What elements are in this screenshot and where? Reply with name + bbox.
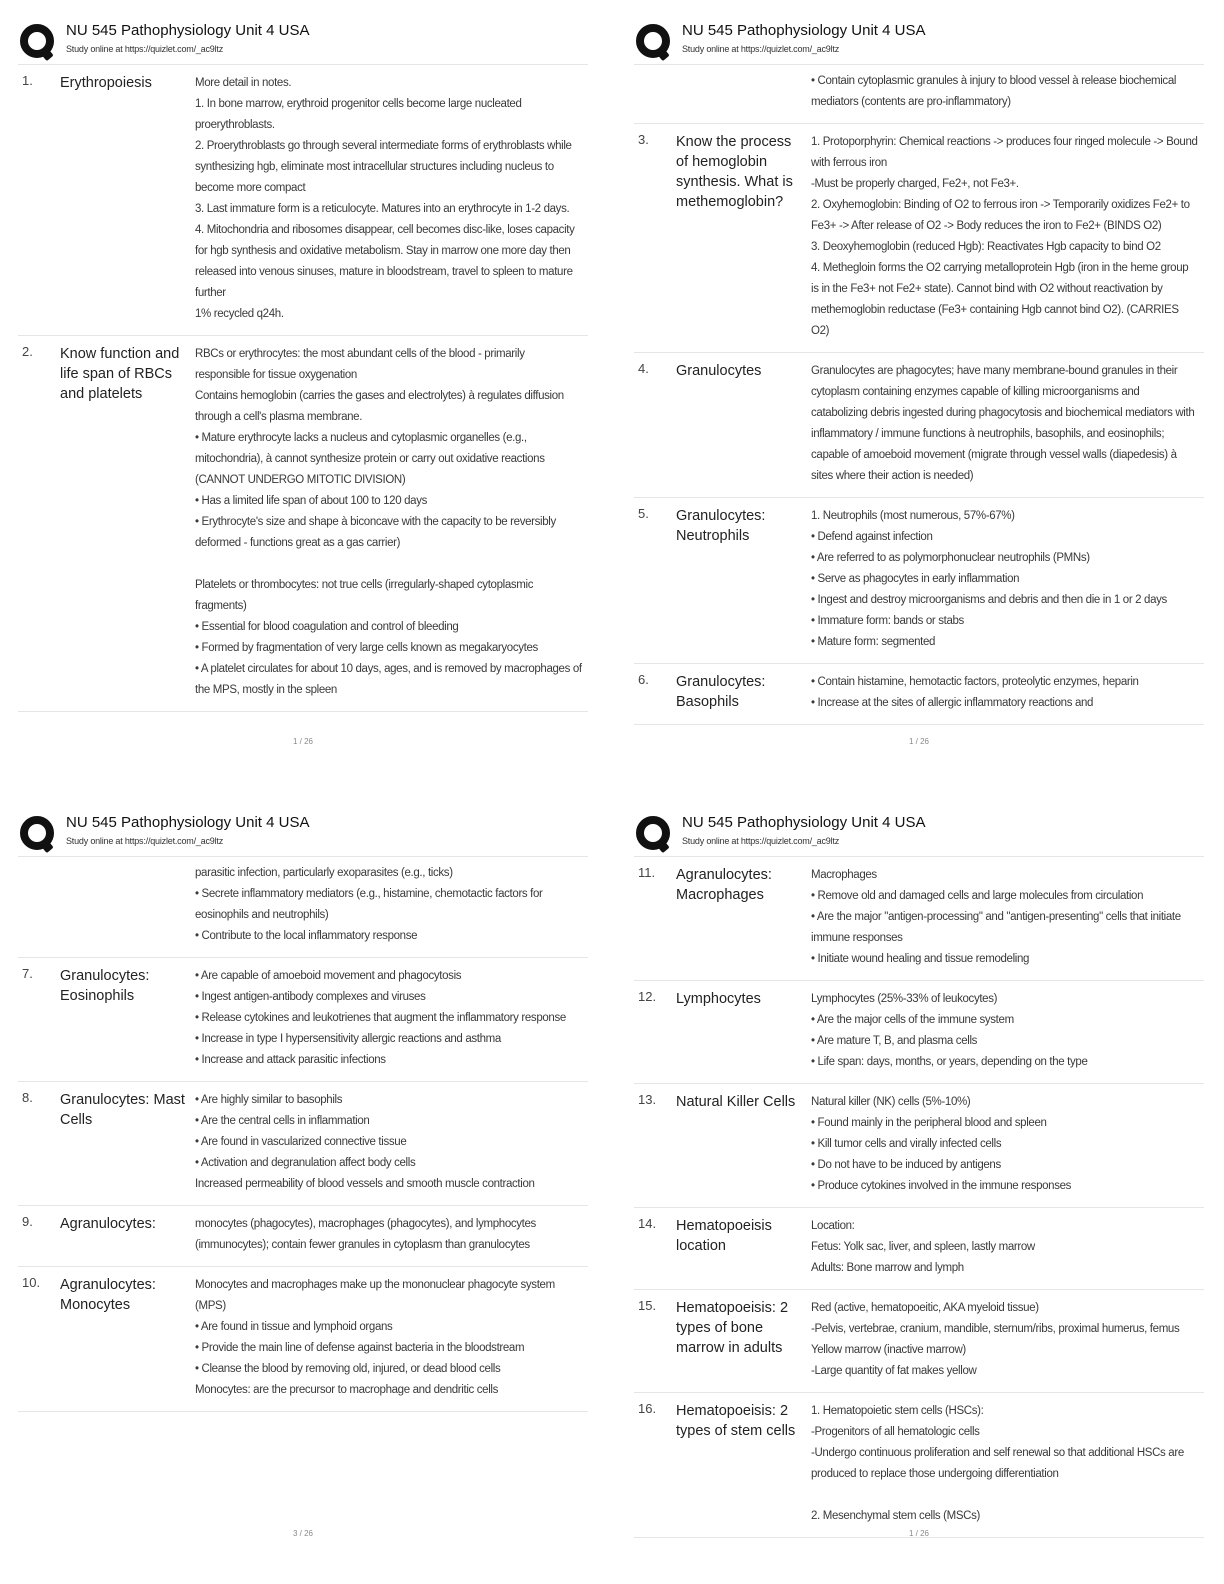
quizlet-logo-icon <box>18 814 58 854</box>
card-number: 8. <box>22 1090 33 1105</box>
page-number: 1 / 26 <box>292 737 313 746</box>
flashcard-row <box>634 353 1204 498</box>
flashcard-row <box>634 1208 1204 1290</box>
definition-line: • Life span: days, months, or years, depending on the type <box>811 1056 1088 1068</box>
definition-line: • Secrete inflammatory mediators (e.g., histamine, chemotactic factors for eosinophils and neutrophils) <box>195 888 543 921</box>
card-term: Granulocytes: Mast Cells <box>60 1092 185 1128</box>
card-term: Know function and life span of RBCs and platelets <box>60 346 180 402</box>
definition-line: Location: <box>811 1220 855 1232</box>
definition-line: Increased permeability of blood vessels and smooth muscle contraction <box>195 1178 535 1190</box>
document-title: NU 545 Pathophysiology Unit 4 USA <box>682 22 926 39</box>
flashcard-list <box>18 857 588 1412</box>
definition-line: • Formed by fragmentation of very large cells known as megakaryocytes <box>195 642 538 654</box>
card-term: Agranulocytes: <box>60 1216 156 1232</box>
flashcard-row <box>634 664 1204 725</box>
flashcard-row <box>634 981 1204 1084</box>
definition-line: Fetus: Yolk sac, liver, and spleen, lastly marrow <box>811 1241 1035 1253</box>
definition-line: • A platelet circulates for about 10 days, ages, and is removed by macrophages of the MPS, mostly in the spleen <box>195 663 582 696</box>
definition-line: • Are capable of amoeboid movement and phagocytosis <box>195 970 462 982</box>
definition-line: • Found mainly in the peripheral blood and spleen <box>811 1117 1047 1129</box>
definition-line: • Increase and attack parasitic infections <box>195 1054 386 1066</box>
definition-line: Monocytes: are the precursor to macrophage and dendritic cells <box>195 1384 499 1396</box>
flashcard-list <box>18 65 588 712</box>
document-title: NU 545 Pathophysiology Unit 4 USA <box>66 814 310 831</box>
definition-line: Natural killer (NK) cells (5%-10%) <box>811 1096 971 1108</box>
quizlet-logo-icon <box>634 22 674 62</box>
card-definition <box>811 506 1204 653</box>
definition-line: • Contain histamine, hemotactic factors, proteolytic enzymes, heparin <box>811 676 1139 688</box>
definition-line: 1% recycled q24h. <box>195 308 284 320</box>
definition-line: • Increase at the sites of allergic inflammatory reactions and <box>811 697 1094 709</box>
card-number: 3. <box>638 132 649 147</box>
card-term: Know the process of hemoglobin synthesis. What is methemoglobin? <box>676 134 793 210</box>
definition-line: 4. Methegloin forms the O2 carrying metalloprotein Hgb (iron in the heme group is in the Fe3+ not Fe2+ state). Cannot bind with O2 without reactivation by methemoglobin reductase (Fe3+ containing Hgb cannot bind O2). (CARRIES O2) <box>811 262 1189 337</box>
definition-line: • Erythrocyte's size and shape à biconcave with the capacity to be reversibly deformed - functions great as a gas carrier) <box>195 516 556 549</box>
card-definition <box>811 989 1204 1073</box>
definition-line: -Large quantity of fat makes yellow <box>811 1365 977 1377</box>
definition-line: • Are found in tissue and lymphoid organs <box>195 1321 393 1333</box>
definition-line: 1. Protoporphyrin: Chemical reactions -> produces four ringed molecule -> Bound with ferrous iron <box>811 136 1198 169</box>
page-header <box>634 18 1204 65</box>
flashcard-row <box>18 336 588 712</box>
card-term: Hematopoeisis location <box>676 1218 772 1254</box>
card-term: Erythropoiesis <box>60 75 152 91</box>
definition-line: • Contain cytoplasmic granules à injury to blood vessel à release biochemical mediators (contents are pro-inflammatory) <box>811 75 1177 108</box>
definition-line: More detail in notes. <box>195 77 292 89</box>
definition-line: Adults: Bone marrow and lymph <box>811 1262 964 1274</box>
definition-line: • Do not have to be induced by antigens <box>811 1159 1001 1171</box>
card-number: 2. <box>22 344 33 359</box>
flashcard-row <box>18 958 588 1082</box>
definition-line: • Are the central cells in inflammation <box>195 1115 370 1127</box>
definition-line: • Increase in type I hypersensitivity allergic reactions and asthma <box>195 1033 501 1045</box>
definition-line: Yellow marrow (inactive marrow) <box>811 1344 966 1356</box>
card-definition <box>811 672 1204 714</box>
definition-line: • Essential for blood coagulation and control of bleeding <box>195 621 459 633</box>
card-definition <box>811 1298 1204 1382</box>
card-term: Lymphocytes <box>676 991 761 1007</box>
definition-line: 3. Last immature form is a reticulocyte. Matures into an erythrocyte in 1-2 days. <box>195 203 570 215</box>
flashcard-row <box>18 1206 588 1267</box>
card-definition <box>811 1401 1204 1527</box>
definition-line: • Defend against infection <box>811 531 933 543</box>
card-definition <box>811 71 1204 113</box>
definition-line: • Initiate wound healing and tissue remodeling <box>811 953 1030 965</box>
card-number: 7. <box>22 966 33 981</box>
card-term: Natural Killer Cells <box>676 1094 796 1110</box>
document-page <box>634 18 1204 788</box>
quizlet-logo-icon <box>634 814 674 854</box>
definition-line: Platelets or thrombocytes: not true cells (irregularly-shaped cytoplasmic fragments) <box>195 579 534 612</box>
definition-line: 2. Proerythroblasts go through several intermediate forms of erythroblasts while synthesizing hgb, eliminate most intracellular structures including nucleus to become more compact <box>195 140 572 194</box>
definition-line: • Serve as phagocytes in early inflammation <box>811 573 1020 585</box>
definition-line: • Cleanse the blood by removing old, injured, or dead blood cells <box>195 1363 501 1375</box>
definition-line: -Pelvis, vertebrae, cranium, mandible, sternum/ribs, proximal humerus, femus <box>811 1323 1180 1335</box>
card-definition <box>195 344 588 701</box>
definition-line: 1. Hematopoietic stem cells (HSCs): <box>811 1405 984 1417</box>
definition-line: • Provide the main line of defense against bacteria in the bloodstream <box>195 1342 525 1354</box>
flashcard-row <box>18 1082 588 1206</box>
quizlet-logo-icon <box>18 22 58 62</box>
page-number: 3 / 26 <box>292 1529 313 1538</box>
card-term: Granulocytes: Basophils <box>676 674 766 710</box>
definition-line: • Ingest antigen-antibody complexes and viruses <box>195 991 426 1003</box>
page-number: 1 / 26 <box>908 737 929 746</box>
flashcard-row <box>18 1267 588 1412</box>
definition-line: • Release cytokines and leukotrienes that augment the inflammatory response <box>195 1012 566 1024</box>
card-term: Granulocytes: Neutrophils <box>676 508 766 544</box>
card-number: 11. <box>638 865 656 880</box>
definition-line: • Immature form: bands or stabs <box>811 615 964 627</box>
card-definition <box>195 1275 588 1401</box>
card-term: Hematopoeisis: 2 types of stem cells <box>676 1403 796 1439</box>
definition-line: monocytes (phagocytes), macrophages (phagocytes), and lymphocytes (immunocytes); contain fewer granules in cytoplasm than granulocytes <box>195 1218 536 1251</box>
definition-line: -Undergo continuous proliferation and self renewal so that additional HSCs are produced to replace those undergoing differentiation <box>811 1447 1184 1480</box>
definition-line: 2. Oxyhemoglobin: Binding of O2 to ferrous iron -> Temporarily oxidizes Fe2+ to Fe3+ -> After release of O2 -> Body reduces the iron to Fe2+ (BINDS O2) <box>811 199 1190 232</box>
flashcard-row <box>634 1393 1204 1538</box>
study-online-link[interactable]: Study online at https://quizlet.com/_ac9ltz <box>682 836 839 846</box>
definition-line: Contains hemoglobin (carries the gases and electrolytes) à regulates diffusion through a cell's plasma membrane. <box>195 390 564 423</box>
page-header <box>18 18 588 65</box>
document-page <box>18 18 588 788</box>
card-term: Agranulocytes: Monocytes <box>60 1277 156 1313</box>
definition-line: • Are mature T, B, and plasma cells <box>811 1035 978 1047</box>
card-term <box>676 71 811 113</box>
document-page <box>634 810 1204 1580</box>
study-online-link[interactable]: Study online at https://quizlet.com/_ac9ltz <box>66 836 223 846</box>
study-online-link[interactable]: Study online at https://quizlet.com/_ac9ltz <box>66 44 223 54</box>
definition-line: • Remove old and damaged cells and large molecules from circulation <box>811 890 1144 902</box>
definition-line: 3. Deoxyhemoglobin (reduced Hgb): Reactivates Hgb capacity to bind O2 <box>811 241 1161 253</box>
definition-line: Macrophages <box>811 869 877 881</box>
definition-line <box>195 554 582 575</box>
flashcard-row <box>634 65 1204 124</box>
card-number: 5. <box>638 506 649 521</box>
definition-line: • Activation and degranulation affect body cells <box>195 1157 416 1169</box>
definition-line: • Mature erythrocyte lacks a nucleus and cytoplasmic organelles (e.g., mitochondria), à cannot synthesize protein or carry out oxidative reactions (CANNOT UNDERGO MITOTIC DIVISION) <box>195 432 545 486</box>
definition-line: 1. Neutrophils (most numerous, 57%-67%) <box>811 510 1015 522</box>
card-term: Granulocytes: Eosinophils <box>60 968 150 1004</box>
card-number: 12. <box>638 989 657 1004</box>
definition-line: -Progenitors of all hematologic cells <box>811 1426 980 1438</box>
card-definition <box>811 361 1204 487</box>
flashcard-row <box>634 124 1204 353</box>
definition-line: • Ingest and destroy microorganisms and debris and then die in 1 or 2 days <box>811 594 1167 606</box>
document-title: NU 545 Pathophysiology Unit 4 USA <box>66 22 310 39</box>
definition-line: • Are highly similar to basophils <box>195 1094 343 1106</box>
definition-line: RBCs or erythrocytes: the most abundant cells of the blood - primarily responsible for tissue oxygenation <box>195 348 525 381</box>
flashcard-row <box>18 65 588 336</box>
card-number: 9. <box>22 1214 33 1229</box>
card-definition <box>195 1090 588 1195</box>
card-number: 6. <box>638 672 649 687</box>
definition-line <box>811 1485 1198 1506</box>
card-definition <box>811 1216 1204 1279</box>
flashcard-row <box>634 1084 1204 1208</box>
definition-line: • Contribute to the local inflammatory response <box>195 930 418 942</box>
definition-line: • Are the major "antigen-processing" and "antigen-presenting" cells that initiate immune responses <box>811 911 1181 944</box>
page-header <box>18 810 588 857</box>
flashcard-row <box>634 857 1204 981</box>
definition-line: • Mature form: segmented <box>811 636 936 648</box>
definition-line: Granulocytes are phagocytes; have many membrane-bound granules in their cytoplasm containing enzymes capable of killing microorganisms and catabolizing debris ingested during phagocytosis and biochemical mediators with inflammatory / immune functions à neutrophils, basophils, and eosinophils; capable of amoeboid movement (migrate through vessel walls (diapedesis) à sites where their action is needed) <box>811 365 1195 482</box>
page-number: 1 / 26 <box>908 1529 929 1538</box>
document-title: NU 545 Pathophysiology Unit 4 USA <box>682 814 926 831</box>
card-number: 1. <box>22 73 33 88</box>
card-definition <box>811 865 1204 970</box>
flashcard-row <box>634 1290 1204 1393</box>
definition-line: • Are referred to as polymorphonuclear neutrophils (PMNs) <box>811 552 1090 564</box>
page-header <box>634 810 1204 857</box>
card-term <box>60 863 195 947</box>
card-definition <box>811 132 1204 342</box>
flashcard-row <box>634 498 1204 664</box>
flashcard-list <box>634 857 1204 1538</box>
definition-line: 2. Mesenchymal stem cells (MSCs) <box>811 1510 981 1522</box>
definition-line: 1. In bone marrow, erythroid progenitor cells become large nucleated proerythroblasts. <box>195 98 522 131</box>
card-number: 10. <box>22 1275 41 1290</box>
card-definition <box>195 863 588 947</box>
definition-line: Monocytes and macrophages make up the mononuclear phagocyte system (MPS) <box>195 1279 555 1312</box>
definition-line: • Has a limited life span of about 100 to 120 days <box>195 495 428 507</box>
definition-line: 4. Mitochondria and ribosomes disappear, cell becomes disc-like, loses capacity for hgb synthesis and oxidative metabolism. Stay in marrow one more day then released into venous sinuses, mature in bloodstream, travel to spleen to mature further <box>195 224 575 299</box>
card-number <box>18 863 60 947</box>
definition-line: • Are found in vascularized connective tissue <box>195 1136 407 1148</box>
card-definition <box>811 1092 1204 1197</box>
study-online-link[interactable]: Study online at https://quizlet.com/_ac9ltz <box>682 44 839 54</box>
definition-line: • Produce cytokines involved in the immune responses <box>811 1180 1072 1192</box>
card-number: 15. <box>638 1298 657 1313</box>
definition-line: -Must be properly charged, Fe2+, not Fe3+. <box>811 178 1019 190</box>
card-definition <box>195 73 588 325</box>
card-term: Granulocytes <box>676 363 762 379</box>
definition-line: • Are the major cells of the immune system <box>811 1014 1014 1026</box>
definition-line: Red (active, hematopoeitic, AKA myeloid tissue) <box>811 1302 1039 1314</box>
card-definition <box>195 966 588 1071</box>
document-page <box>18 810 588 1580</box>
card-number: 14. <box>638 1216 657 1231</box>
card-term: Hematopoeisis: 2 types of bone marrow in adults <box>676 1300 789 1356</box>
card-number: 13. <box>638 1092 657 1107</box>
card-number: 4. <box>638 361 649 376</box>
card-term: Agranulocytes: Macrophages <box>676 867 772 903</box>
definition-line: Lymphocytes (25%-33% of leukocytes) <box>811 993 998 1005</box>
flashcard-row <box>18 857 588 958</box>
card-number <box>634 71 676 113</box>
card-number: 16. <box>638 1401 657 1416</box>
card-definition <box>195 1214 588 1256</box>
definition-line: • Kill tumor cells and virally infected cells <box>811 1138 1002 1150</box>
definition-line: parasitic infection, particularly exoparasites (e.g., ticks) <box>195 867 453 879</box>
flashcard-list <box>634 65 1204 725</box>
